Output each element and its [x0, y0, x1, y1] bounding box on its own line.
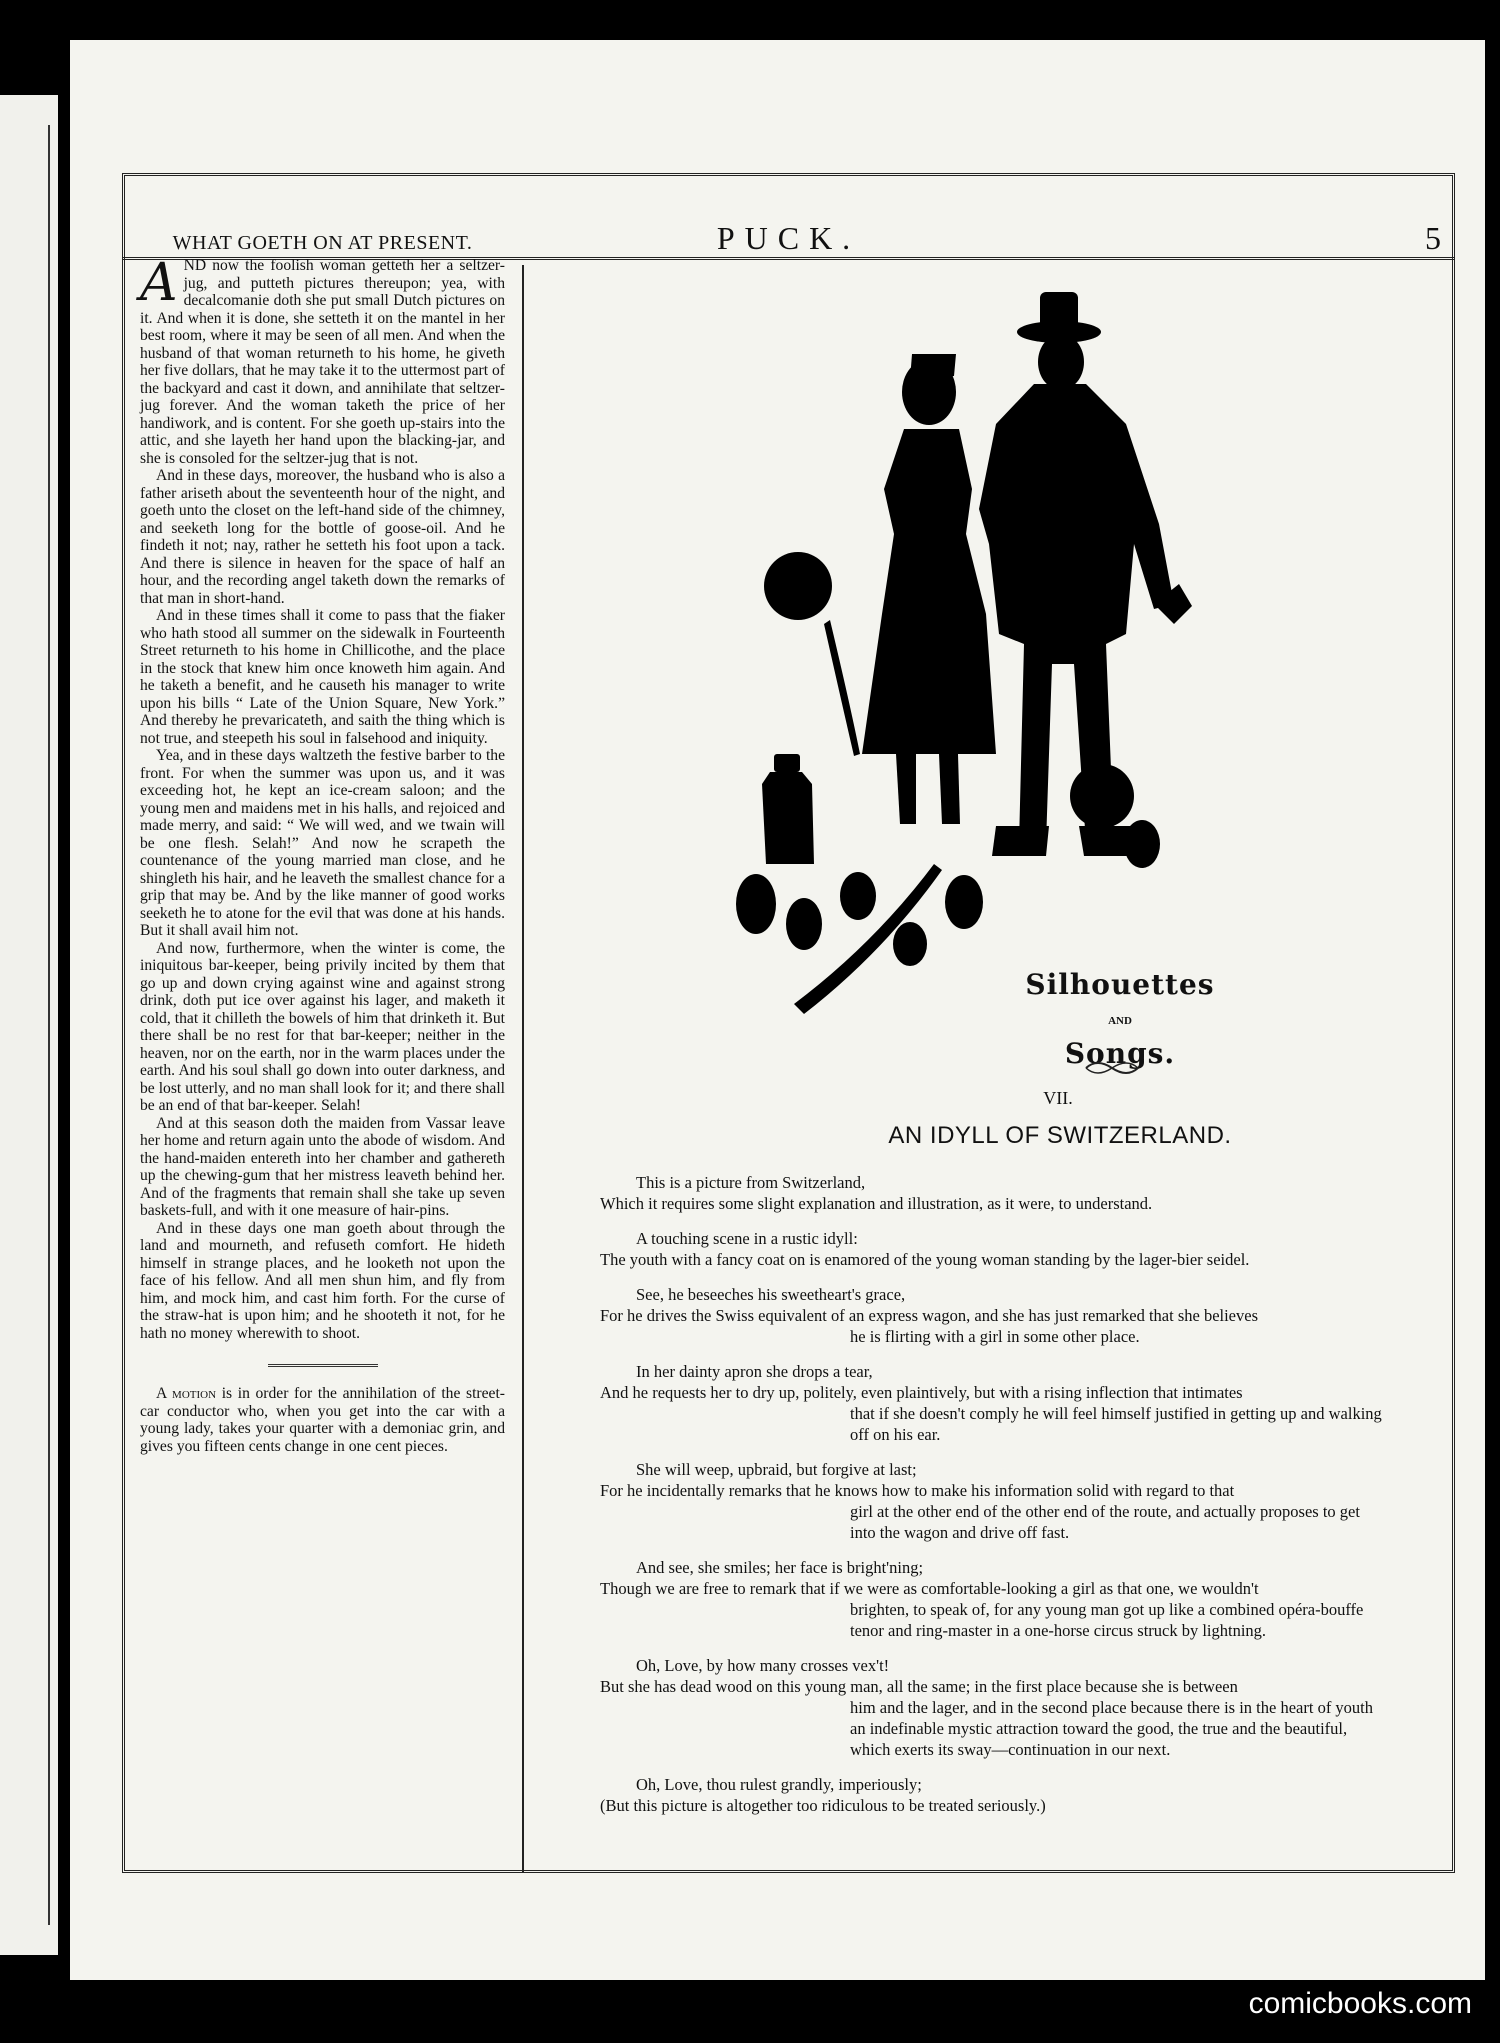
ornament-flourish	[1082, 1058, 1142, 1078]
motion-paragraph	[140, 1385, 505, 1455]
poem-response-line: For he incidentally remarks that he knows how to make his information solid with regard to that	[600, 1481, 1235, 1500]
poem-stanza	[600, 1284, 1385, 1347]
motion-text: is in order for the annihilation of the street-car conductor who, when you get into the car with a young lady, takes your quarter with a demoniac grin, and gives you fifteen cents change in one cent pieces.	[140, 1385, 505, 1455]
poem-continuation: he is flirting with a girl in some other place.	[850, 1327, 1140, 1346]
silhouettes-and-songs-title	[1000, 968, 1240, 1070]
poem-line: A touching scene in a rustic idyll:	[636, 1229, 858, 1248]
poem-title: AN IDYLL OF SWITZERLAND.	[888, 1122, 1232, 1149]
poem-line: This is a picture from Switzerland,	[636, 1173, 866, 1192]
publication-title: PUCK.	[716, 220, 861, 256]
article-paragraph: Yea, and in these days waltzeth the festive barber to the front. For when the summer was upon us, and it was exceeding hot, he kept an ice-cream saloon; and the young men and maidens met in his halls, and rejoiced and made merry, and said: “ We will wed, and we twain will be one flesh. Selah!” And now he scrapeth the countenance of the young married man close, and he shingleth his hair, and he leaveth the smallest chance for a grip that may be. And by the like manner of good works seeketh he to atone for the evil that was done at his hands. But it shall avail him not.	[140, 747, 505, 939]
article-first-paragraph	[140, 253, 505, 467]
poem-response-line: But she has dead wood on this young man, all the same; in the first place because she is between	[600, 1677, 1238, 1696]
title-word-silhouettes: Silhouettes	[1025, 968, 1215, 1001]
poem-response-line: The youth with a fancy coat on is enamored of the young woman standing by the lager-bier seidel.	[600, 1250, 1250, 1269]
magazine-page	[70, 40, 1485, 1980]
poem-line: Oh, Love, by how many crosses vex't!	[636, 1656, 890, 1675]
motion-lead: A motion	[156, 1385, 217, 1402]
poem-response-line: (But this picture is altogether too ridiculous to be treated seriously.)	[600, 1796, 1046, 1815]
section-rule	[268, 1364, 378, 1367]
article-heading: WHAT GOETH ON AT PRESENT.	[172, 232, 473, 254]
poem-response-line: For he drives the Swiss equivalent of an express wagon, and she has just remarked that she believes	[600, 1306, 1259, 1325]
title-word-songs: Songs.	[1064, 1037, 1176, 1070]
poem-stanza	[600, 1228, 1385, 1270]
article-paragraph: And in these days, moreover, the husband who is also a father ariseth about the seventeenth hour of the night, and goeth unto the closet on the left-hand side of the chimney, and seeketh long for the bottle of goose-oil. And he findeth it not; nay, rather he setteth his foot upon a tack. And there is silence in heaven for the space of half an hour, and the recording angel taketh down the remarks of that man in short-hand.	[140, 467, 505, 607]
first-paragraph-text: ND now the foolish woman getteth her a seltzer-jug, and putteth pictures thereupon; yea, with decalcomanie doth she put small Dutch pictures on it. And when it is done, she setteth it on the mantel in her best room, where it may be seen of all men. And when the husband of that woman returneth to his home, he giveth her five dollars, that he may take it to the uttermost part of the backyard and cast it down, and annihilate that seltzer-jug forever. And the woman taketh the price of her handiwork, and is content. For she goeth up-stairs into the attic, and she layeth her hand upon the blacking-jar, and she is consoled for the seltzer-jug that is not.	[140, 257, 505, 467]
poem-line: In her dainty apron she drops a tear,	[636, 1362, 873, 1381]
poem-continuation: that if she doesn't comply he will feel himself justified in getting up and walking off on his ear.	[850, 1404, 1382, 1444]
poem-response-line: And he requests her to dry up, politely, even plaintively, but with a rising inflection that intimates	[600, 1383, 1243, 1402]
title-word-and: AND	[1108, 1015, 1132, 1027]
site-watermark: comicbooks.com	[1248, 1987, 1472, 2020]
part-numeral: VII.	[1043, 1088, 1073, 1108]
poem-body	[600, 1172, 1385, 1830]
left-column-article	[140, 232, 505, 1455]
poem-continuation: girl at the other end of the other end of the route, and actually proposes to get into the wagon and drive off fast.	[850, 1502, 1360, 1542]
poem-line: She will weep, upbraid, but forgive at last;	[636, 1460, 917, 1479]
poem-stanza	[600, 1655, 1385, 1760]
poem-stanza	[600, 1459, 1385, 1543]
page-number: 5	[1425, 220, 1441, 256]
poem-stanza	[600, 1361, 1385, 1445]
article-paragraph: And in these times shall it come to pass that the fiaker who hath stood all summer on the sidewalk in Fourteenth Street returneth to his home in Chillicothe, and the place in the stock that knew him once knoweth him again. And he taketh a benefit, and he causeth his manager to write upon his bills “ Late of the Union Square, New York.” And thereby he prevaricateth, and saith the thing which is not true, and steepeth his soul in falsehood and iniquity.	[140, 607, 505, 747]
poem-response-line: Though we are free to remark that if we were as comfortable-looking a girl as that one, we wouldn't	[600, 1579, 1259, 1598]
poem-stanza	[600, 1774, 1385, 1816]
poem-response-line: Which it requires some slight explanation and illustration, as it were, to understand.	[600, 1194, 1153, 1213]
article-paragraph: And in these days one man goeth about through the land and mourneth, and refuseth comfort. He hideth himself in strange places, and he looketh not upon the face of his fellow. And all men shun him, and fly from him, and mock him, and cast him forth. For the curse of the straw-hat is upon him; and he shooteth it not, for he hath no money wherewith to shoot.	[140, 1219, 505, 1342]
poem-line: Oh, Love, thou rulest grandly, imperiously;	[636, 1775, 922, 1794]
poem-line: And see, she smiles; her face is bright'ning;	[636, 1558, 924, 1577]
drop-cap: A	[140, 253, 178, 313]
column-divider	[522, 265, 524, 1873]
article-paragraph: And at this season doth the maiden from Vassar leave her home and return again unto the abode of wisdom. And the hand-maiden entereth into her chamber and gathereth up the chewing-gum that her mistress leaveth behind her. And of the fragments that remain shall she take up seven baskets-full, and with it one measure of hair-pins.	[140, 1114, 505, 1219]
poem-stanza	[600, 1557, 1385, 1641]
poem-line: See, he beseeches his sweetheart's grace,	[636, 1285, 906, 1304]
silhouette-illustration	[734, 284, 1269, 1064]
poem-stanza	[600, 1172, 1385, 1214]
poem-continuation: him and the lager, and in the second place because there is in the heart of youth an indefinable mystic attraction toward the good, the true and the beautiful, which exerts its sway—continuation in our next.	[850, 1698, 1374, 1759]
poem-continuation: brighten, to speak of, for any young man got up like a combined opéra-bouffe tenor and ring-master in a one-horse circus struck by lightning.	[850, 1600, 1364, 1640]
facing-page-edge	[0, 95, 58, 1955]
article-paragraph: And now, furthermore, when the winter is come, the iniquitous bar-keeper, being privily incited by them that go up and down crying against wine and against strong drink, doth put ice over against his lager, and maketh it cold, that it chilleth the bowels of him that drinketh it. But there shall be no rest for that bar-keeper; neither in the heaven, nor on the earth, nor in the warm places under the earth. And his soul shall go down into outer darkness, and be lost utterly, and no man shall look for it; and there shall be an end of that bar-keeper. Selah!	[140, 939, 505, 1114]
